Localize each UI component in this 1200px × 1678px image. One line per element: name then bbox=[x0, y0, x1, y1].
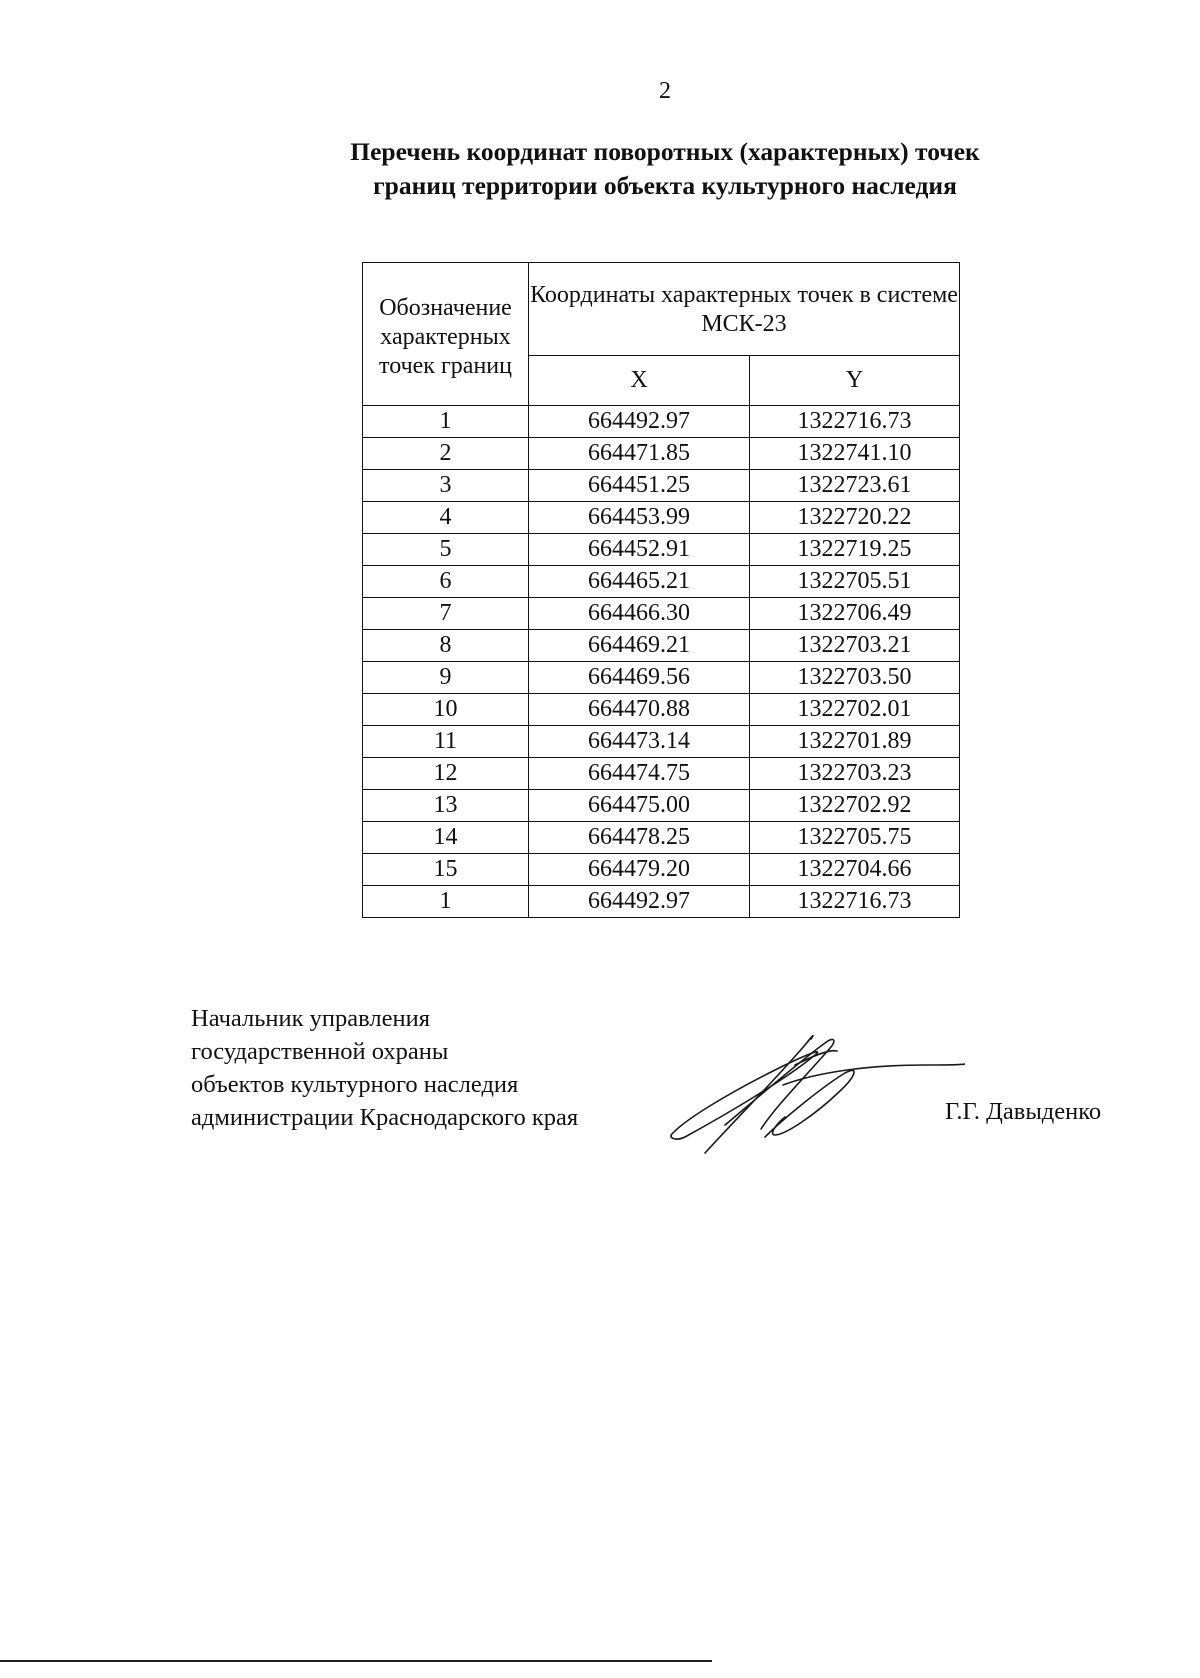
table-row bbox=[363, 438, 960, 470]
x-cell: 664492.97 bbox=[529, 406, 750, 438]
position-line: администрации Краснодарского края bbox=[191, 1104, 579, 1131]
table-row bbox=[363, 790, 960, 822]
table-body bbox=[363, 406, 960, 918]
header-y: Y bbox=[750, 356, 960, 406]
point-cell: 2 bbox=[363, 438, 529, 470]
position-line: государственной охраны bbox=[191, 1038, 449, 1065]
x-cell: 664475.00 bbox=[529, 790, 750, 822]
y-cell: 1322704.66 bbox=[750, 854, 960, 886]
y-cell: 1322701.89 bbox=[750, 726, 960, 758]
table-row bbox=[363, 502, 960, 534]
y-cell: 1322716.73 bbox=[750, 406, 960, 438]
point-cell: 10 bbox=[363, 694, 529, 726]
position-line: объектов культурного наследия bbox=[191, 1071, 519, 1098]
x-cell: 664452.91 bbox=[529, 534, 750, 566]
x-cell: 664479.20 bbox=[529, 854, 750, 886]
y-cell: 1322705.51 bbox=[750, 566, 960, 598]
point-cell: 7 bbox=[363, 598, 529, 630]
header-designation: Обозначение характерных точек границ bbox=[363, 263, 529, 406]
y-cell: 1322703.23 bbox=[750, 758, 960, 790]
table-row bbox=[363, 662, 960, 694]
point-cell: 6 bbox=[363, 566, 529, 598]
point-cell: 5 bbox=[363, 534, 529, 566]
x-cell: 664469.56 bbox=[529, 662, 750, 694]
header-x: X bbox=[529, 356, 750, 406]
x-cell: 664473.14 bbox=[529, 726, 750, 758]
x-cell: 664478.25 bbox=[529, 822, 750, 854]
y-cell: 1322716.73 bbox=[750, 886, 960, 918]
point-cell: 1 bbox=[363, 406, 529, 438]
table-row bbox=[363, 694, 960, 726]
table-row bbox=[363, 854, 960, 886]
y-cell: 1322703.21 bbox=[750, 630, 960, 662]
point-cell: 12 bbox=[363, 758, 529, 790]
x-cell: 664466.30 bbox=[529, 598, 750, 630]
signatory-position bbox=[191, 1002, 578, 1134]
y-cell: 1322741.10 bbox=[750, 438, 960, 470]
point-cell: 1 bbox=[363, 886, 529, 918]
title-line-2: границ территории объекта культурного наследия bbox=[373, 171, 957, 200]
y-cell: 1322723.61 bbox=[750, 470, 960, 502]
y-cell: 1322720.22 bbox=[750, 502, 960, 534]
signatory-name: Г.Г. Давыденко bbox=[945, 1098, 1102, 1125]
point-cell: 13 bbox=[363, 790, 529, 822]
point-cell: 3 bbox=[363, 470, 529, 502]
table-row bbox=[363, 470, 960, 502]
y-cell: 1322706.49 bbox=[750, 598, 960, 630]
x-cell: 664469.21 bbox=[529, 630, 750, 662]
table-row bbox=[363, 886, 960, 918]
coordinates-table bbox=[362, 262, 960, 918]
title-line-1: Перечень координат поворотных (характерных) точек bbox=[350, 137, 980, 166]
x-cell: 664492.97 bbox=[529, 886, 750, 918]
x-cell: 664470.88 bbox=[529, 694, 750, 726]
point-cell: 15 bbox=[363, 854, 529, 886]
x-cell: 664451.25 bbox=[529, 470, 750, 502]
point-cell: 8 bbox=[363, 630, 529, 662]
table-row bbox=[363, 406, 960, 438]
y-cell: 1322702.92 bbox=[750, 790, 960, 822]
header-coordinates: Координаты характерных точек в системе МСК-23 bbox=[529, 263, 960, 356]
y-cell: 1322705.75 bbox=[750, 822, 960, 854]
y-cell: 1322702.01 bbox=[750, 694, 960, 726]
y-cell: 1322703.50 bbox=[750, 662, 960, 694]
x-cell: 664453.99 bbox=[529, 502, 750, 534]
point-cell: 4 bbox=[363, 502, 529, 534]
point-cell: 14 bbox=[363, 822, 529, 854]
x-cell: 664471.85 bbox=[529, 438, 750, 470]
point-cell: 11 bbox=[363, 726, 529, 758]
table-row bbox=[363, 726, 960, 758]
position-line: Начальник управления bbox=[191, 1005, 430, 1032]
table-row bbox=[363, 566, 960, 598]
table-row bbox=[363, 598, 960, 630]
point-cell: 9 bbox=[363, 662, 529, 694]
x-cell: 664465.21 bbox=[529, 566, 750, 598]
page-number: 2 bbox=[659, 78, 671, 104]
table-row bbox=[363, 822, 960, 854]
bottom-rule bbox=[0, 1660, 712, 1662]
x-cell: 664474.75 bbox=[529, 758, 750, 790]
table-row bbox=[363, 758, 960, 790]
table-row bbox=[363, 630, 960, 662]
table-row bbox=[363, 534, 960, 566]
handwritten-signature bbox=[665, 1025, 965, 1155]
document-title bbox=[300, 135, 1030, 203]
y-cell: 1322719.25 bbox=[750, 534, 960, 566]
